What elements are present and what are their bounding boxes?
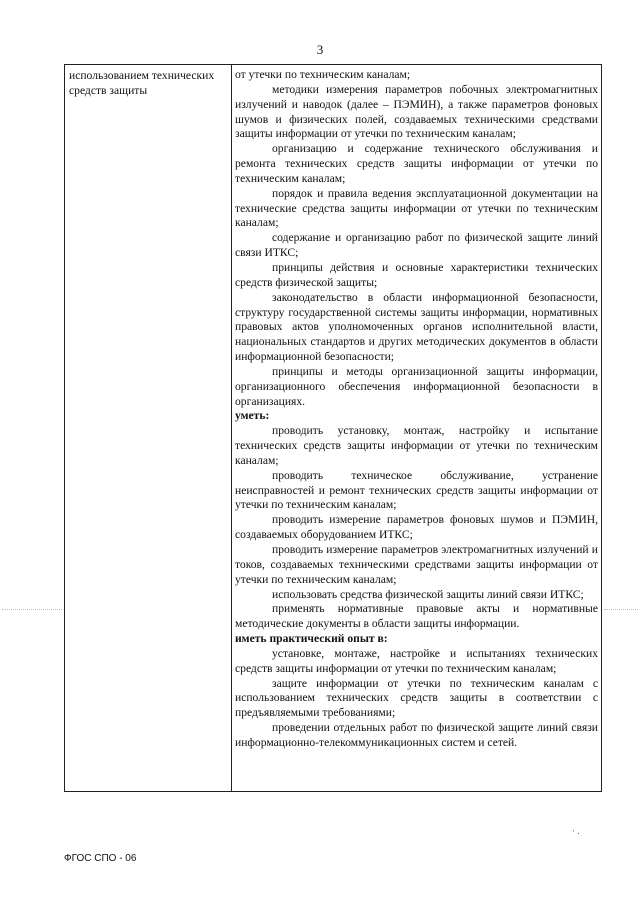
- paragraph: порядок и правила ведения эксплуатационной документации на технические средства защиты информации от утечки по техническим каналам;: [235, 186, 598, 230]
- paragraph: законодательство в области информационной безопасности, структуру государственной системы защиты информации, нормативных правовых актов уполномоченных органов исполнительной власти, национальных стандартов и других методических документов в области информационной безопасности;: [235, 290, 598, 364]
- paragraph: установке, монтаже, настройке и испытаниях технических средств защиты информации от утечки по техническим каналам;: [235, 646, 598, 675]
- paragraph: методики измерения параметров побочных электромагнитных излучений и наводок (далее – ПЭМИН), а также параметров фоновых шумов и физических полей, создаваемых техническими средствами защиты информации от утечки по техническим каналам;: [235, 82, 598, 141]
- paragraph: иметь практический опыт в:: [235, 632, 388, 646]
- paragraph: принципы и методы организационной защиты информации, организационного обеспечения информационной безопасности в организациях.: [235, 364, 598, 408]
- paragraph: уметь:: [235, 409, 270, 423]
- paragraph: от утечки по техническим каналам;: [235, 68, 411, 81]
- paragraph: проводить измерение параметров фоновых шумов и ПЭМИН, создаваемых оборудованием ИТКС;: [235, 513, 598, 542]
- paragraph: принципы действия и основные характеристики технических средств физической защиты;: [235, 260, 598, 289]
- paragraph: проведении отдельных работ по физической защите линий связи информационно-телекоммуникационных систем и сетей.: [235, 721, 598, 749]
- paragraph: проводить техническое обслуживание, устранение неисправностей и ремонт технических средств защиты информации от утечки по техническим каналам;: [235, 468, 598, 512]
- footer-label: ФГОС СПО - 06: [64, 853, 137, 864]
- right-cell: [232, 65, 601, 791]
- margin-dots-right: [604, 609, 638, 611]
- paragraph: проводить измерение параметров электромагнитных излучений и токов, создаваемых техническими средствами защиты информации от утечки по техническим каналам;: [235, 543, 598, 586]
- scan-speck: · .: [572, 826, 580, 836]
- paragraph: организацию и содержание технического обслуживания и ремонта технических средств защиты информации от утечки по техническим каналам;: [235, 142, 598, 185]
- paragraph: содержание и организацию работ по физической защите линий связи ИТКС;: [235, 231, 598, 260]
- paragraph: применять нормативные правовые акты и нормативные методические документы в области защиты информации.: [235, 602, 598, 631]
- paragraph: использовать средства физической защиты линий связи ИТКС;: [272, 587, 584, 601]
- left-cell: использованием технических средств защиты: [65, 65, 232, 791]
- page-number: 3: [316, 42, 324, 57]
- requirements-table: [64, 64, 602, 792]
- paragraph: проводить установку, монтаж, настройку и испытание технических средств защиты информации от утечки по техническим каналам;: [235, 424, 598, 467]
- margin-dots-left: [2, 609, 62, 611]
- paragraph: защите информации от утечки по техническим каналам с использованием технических средств защиты в соответствии с предъявляемыми требованиями;: [235, 676, 598, 720]
